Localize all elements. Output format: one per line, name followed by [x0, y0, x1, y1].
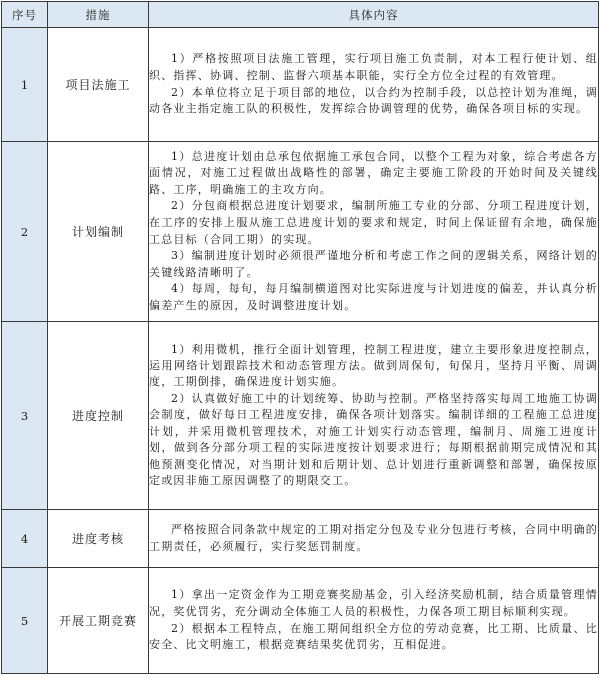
table-header-row [2, 2, 599, 28]
row-content [149, 28, 599, 142]
content-paragraph: 2）分包商根据总进度计划要求，编制所施工专业的分部、分项工程进度计划，在工序的安排上服从施工总进度计划的要求和规定，时间上保证留有余地，确保施工总目标（合同工期）的实现。 [149, 199, 598, 246]
row-measure: 开展工期竞赛 [48, 568, 149, 674]
header-content: 具体内容 [149, 2, 599, 28]
row-measure: 项目法施工 [48, 28, 149, 142]
row-content [149, 510, 599, 568]
row-measure: 进度控制 [48, 322, 149, 510]
table-row [2, 142, 599, 322]
content-paragraph: 1）拿出一定资金作为工期竞赛奖励基金，引入经济奖励机制，结合质量管理情况，奖优罚劣，充分调动全体施工人员的积极性，力保各项工期目标顺利实现。 [149, 588, 598, 618]
row-no: 1 [2, 28, 48, 142]
table-row [2, 322, 599, 510]
row-no: 2 [2, 142, 48, 322]
header-measure: 措施 [48, 2, 149, 28]
content-paragraph: 严格按照合同条款中规定的工期对指定分包及专业分包进行考核，合同中明确的工期责任，必须履行，实行奖惩罚制度。 [149, 522, 598, 553]
row-measure: 计划编制 [48, 142, 149, 322]
table-row [2, 568, 599, 674]
row-content [149, 568, 599, 674]
table-row [2, 28, 599, 142]
content-paragraph: 3）编制进度计划时必须很严谨地分析和考虑工作之间的逻辑关系，网络计划的关键线路清晰明了。 [149, 249, 598, 279]
header-no: 序号 [2, 2, 48, 28]
content-paragraph: 1）严格按照项目法施工管理，实行项目施工负责制，对本工程行使计划、组织、指挥、协调、控制、监督六项基本职能，实行全方位全过程的有效管理。 [149, 52, 598, 82]
content-paragraph: 1）总进度计划由总承包依据施工承包合同，以整个工程为对象，综合考虑各方面情况，对施工过程做出战略性的部署，确定主要施工阶段的开始时间及关键线路、工序，明确施工的主攻方向。 [149, 149, 598, 196]
row-no: 3 [2, 322, 48, 510]
content-paragraph: 2）本单位将立足于项目部的地位，以合约为控制手段，以总控计划为准绳，调动各业主指定施工队的积极性，发挥综合协调管理的优势，确保各项目标的实现。 [149, 85, 598, 116]
row-measure: 进度考核 [48, 510, 149, 568]
row-no: 5 [2, 568, 48, 674]
row-content [149, 142, 599, 322]
row-content [149, 322, 599, 510]
measures-table [1, 1, 599, 674]
content-paragraph: 1）利用微机，推行全面计划管理，控制工程进度，建立主要形象进度控制点，运用网络计划跟踪技术和动态管理方法。做到周保旬，旬保月，坚持月平衡、周调度，工期倒排，确保进度计划实施。 [149, 342, 598, 389]
table-row [2, 510, 599, 568]
row-no: 4 [2, 510, 48, 568]
content-paragraph: 4）每周，每旬，每月编制横道图对比实际进度与计划进度的偏差，并认真分析偏差产生的原因，及时调整进度计划。 [149, 282, 598, 312]
content-paragraph: 2）根据本工程特点，在施工期间组织全方位的劳动竞赛，比工期、比质量、比安全、比文明施工，根据竞赛结果奖优罚劣，互相促进。 [149, 621, 598, 652]
content-paragraph: 2）认真做好施工中的计划统筹、协助与控制。严格坚持落实每周工地施工协调会制度，做好每日工程进度安排，确保各项计划落实。编制详细的工程施工总进度计划，并采用微机管理技术，对施工计划实行动态管理，编制月、周施工进度计划，做到各分部分项工程的实际进度按计划要求进行；每期根据前期完成情况和其他预测变化情况，对当期计划和后期计划、总计划进行重新调整和部署，确保按原定或因非施工原因调整了的期限交工。 [149, 391, 598, 487]
